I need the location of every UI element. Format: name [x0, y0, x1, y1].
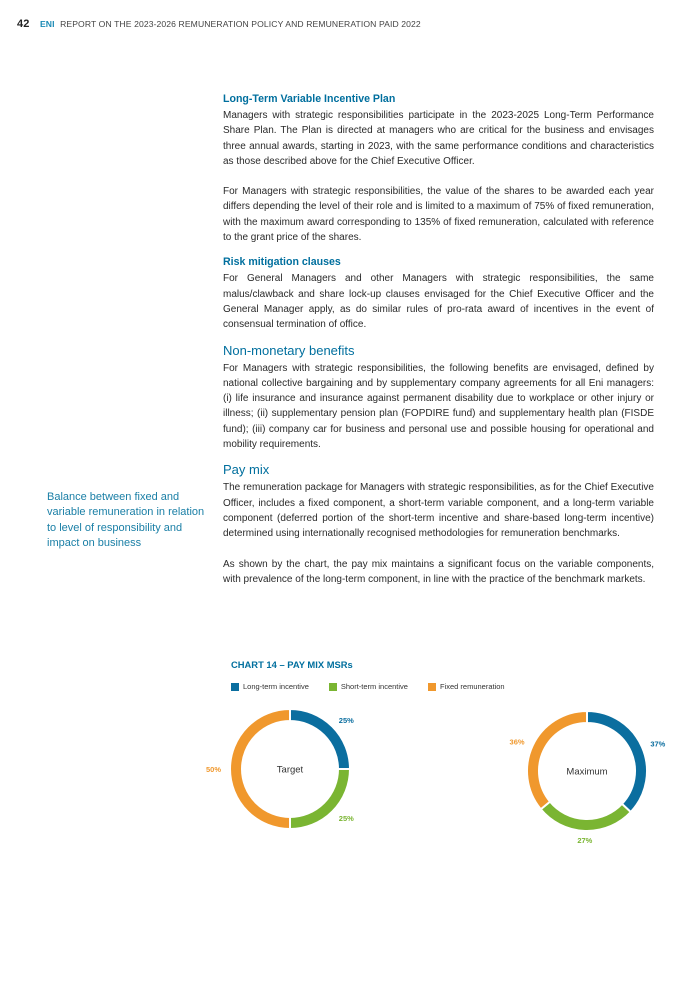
brand-name: ENI [39, 19, 55, 29]
chart-title: CHART 14 – PAY MIX MSRs [231, 659, 353, 670]
slice-maximum-1 [541, 802, 631, 831]
legend-label-long-term: Long-term incentive [243, 682, 309, 691]
slice-label-maximum-1: 27% [577, 835, 593, 845]
donut-center-label-target: Target [276, 764, 304, 776]
slice-label-target-0: 25% [338, 716, 354, 726]
risk-paragraph: For General Managers and other Managers with strategic responsibilities, the same malus/clawback and share lock-up clauses envisaged for the Chief Executive Officer and the General Manager apply, as do similar rules of pro-rata award of incentives in the event of consensual termination of office. [223, 273, 654, 331]
nonmonetary-paragraph: For Managers with strategic responsibilities, the following benefits are envisaged, defined by national collective bargaining and by supplementary company agreements for all Eni managers: (i) life insurance and insurance against permanent disability due to workplace or other injury or illness; (ii) supplementary pension plan (FOPDIRE fund) and supplementary health plan (FISDE fund); (iii) company car for business and personal use and possible housing for operational and mobility requirements. [223, 362, 654, 451]
report-title: REPORT ON THE 2023-2026 REMUNERATION POLICY AND REMUNERATION PAID 2022 [60, 19, 421, 29]
slice-maximum-0 [587, 711, 647, 812]
page-number: 42 [17, 18, 30, 30]
slice-maximum-2 [527, 711, 587, 809]
ltvi-heading: Long-Term Variable Incentive Plan [223, 93, 396, 105]
donut-charts [205, 655, 666, 845]
paymix-paragraph-2: As shown by the chart, the pay mix maintains a significant focus on the variable components, with prevalence of the long-term component, in line with the practice of the benchmark markets. [223, 558, 654, 585]
nonmonetary-heading: Non-monetary benefits [223, 342, 355, 358]
pay-mix-chart [205, 655, 666, 845]
side-note: Balance between fixed and variable remuneration in relation to level of responsibility and impact on business [47, 491, 205, 550]
legend-label-short-term: Short-term incentive [340, 682, 408, 691]
donut-center-label-maximum: Maximum [566, 766, 608, 778]
page-header [17, 18, 421, 30]
paymix-heading: Pay mix [223, 462, 270, 478]
risk-heading: Risk mitigation clauses [223, 256, 341, 269]
slice-label-target-2: 50% [205, 765, 221, 774]
paymix-paragraph-1: The remuneration package for Managers with strategic responsibilities, as for the Chief Executive Officer, includes a fixed component, a short-term variable component, and a long-term variable component (deferred portion of the short-term incentive and share-based long-term incentive) determined using internationally recognised methodologies for remuneration benchmarks. [223, 482, 654, 540]
slice-label-maximum-0: 37% [650, 739, 666, 749]
slice-label-target-1: 25% [338, 813, 354, 823]
main-content [223, 92, 654, 587]
slice-label-maximum-2: 36% [509, 737, 525, 747]
ltvi-paragraph-1: Managers with strategic responsibilities participate in the 2023-2025 Long-Term Performance Share Plan. The Plan is directed at managers who are critical for the business and envisages three annual awards, starting in 2023, with the same performance conditions and characteristics as those described above for the Chief Executive Officer. [223, 110, 654, 167]
ltvi-paragraph-2: For Managers with strategic responsibilities, the value of the shares to be awarded each year differs depending the level of their role and is limited to a maximum of 75% of fixed remuneration, with the maximum award corresponding to 135% of fixed remuneration, calculated with reference to the grant price of the shares. [223, 186, 654, 244]
legend-label-fixed: Fixed remuneration [439, 682, 505, 691]
